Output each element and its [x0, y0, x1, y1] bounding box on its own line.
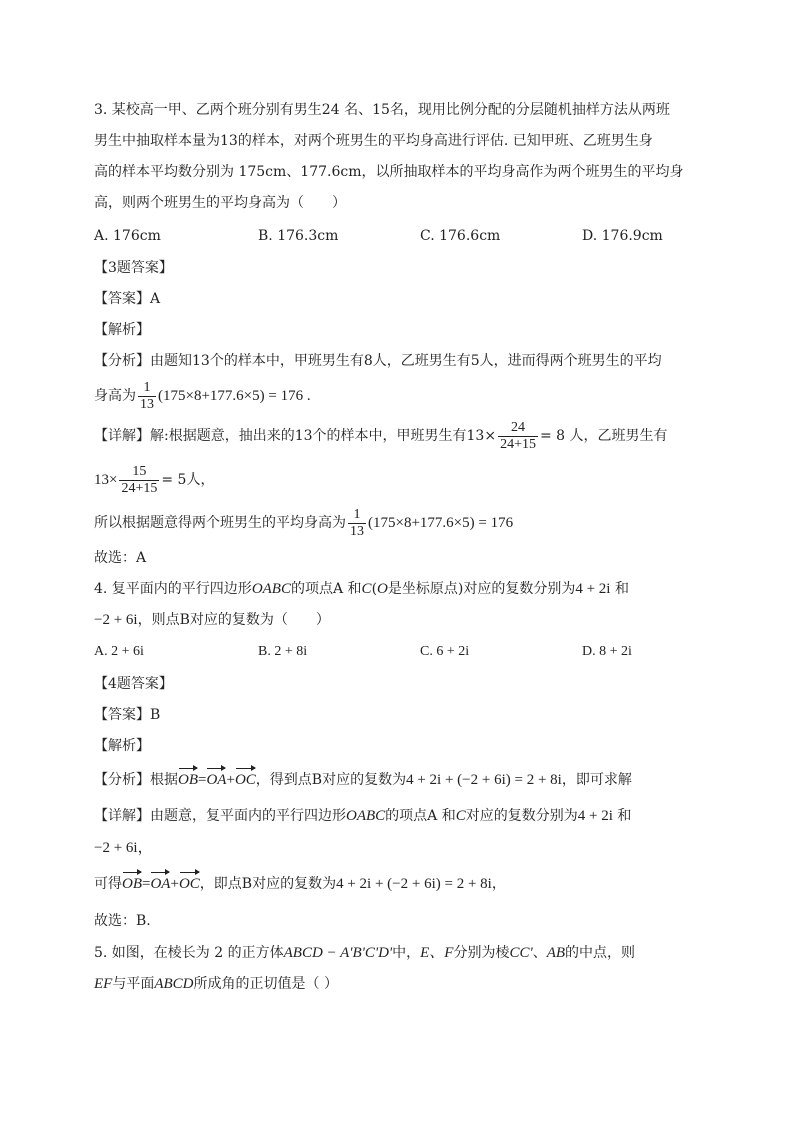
q3-stem-line-2: 男生中抽取样本量为13的样本，对两个班男生的平均身高进行评估. 已知甲班、乙班男生身: [94, 133, 653, 149]
q3-stem-line-1: 3. 某校高一甲、乙两个班分别有男生24 名、15名，现用比例分配的分层随机抽样方法从两班: [94, 102, 670, 118]
q5-stem-line-1: [94, 943, 635, 963]
q4-detail-line-2: −2 + 6i，: [94, 840, 153, 856]
q4-analysis-expression: 4 + 2i + (−2 + 6i) = 2 + 8i: [406, 772, 562, 788]
q4-option-b: B. 2 + 8i: [258, 644, 308, 659]
q3-analysis-line-2: [94, 378, 311, 414]
q4-stem-line-1: [94, 579, 629, 599]
q3-detail-line-1: [94, 418, 668, 454]
q3-detail3-text: 所以根据题意得两个班男生的平均身高为: [94, 515, 346, 531]
q4-analysis-text-a: 【分析】根据: [94, 772, 178, 788]
q4-detail-line-3: [94, 874, 506, 894]
q3-detail3-expression: (175×8+177.6×5) = 176: [368, 515, 514, 531]
q4-detail-c: C: [455, 808, 466, 824]
q3-choose: 故选：A: [94, 550, 147, 566]
vector-oc: OC: [234, 772, 256, 788]
fraction-numerator: 15: [132, 463, 147, 479]
q3-detail-text: 【详解】解:根据题意，抽出来的13个的样本中，甲班男生有13×: [94, 428, 497, 444]
q4-analysis-text-c: ，即可求解: [561, 772, 632, 788]
q4-oabc: OABC: [251, 581, 291, 597]
q3-option-a: A. 176cm: [94, 228, 161, 244]
fraction-numerator: 1: [143, 379, 151, 395]
q4-jiexi-label: 【解析】: [94, 738, 150, 754]
q3-detail-line-3: [94, 505, 513, 541]
q5-text-g: 所成角的正切值是（ ）: [193, 976, 338, 992]
q3-answer: 【答案】A: [94, 291, 161, 307]
plus-sign: +: [170, 876, 179, 892]
q3-fraction-1-13-b: [348, 507, 366, 540]
q4-o: O: [377, 581, 388, 597]
fraction-numerator: 24: [511, 419, 526, 435]
q4-option-a: A. 2 + 6i: [94, 644, 144, 659]
q4-answer-header: 【4题答案】: [94, 676, 173, 692]
q4-text-a: 4. 复平面内的平行四边形: [94, 581, 252, 597]
q3-analysis-text: 身高为: [94, 388, 136, 404]
q3-fraction-1-13: [138, 380, 156, 413]
fraction-denominator: 13: [140, 396, 154, 412]
q3-stem-line-4: 高，则两个班男生的平均身高为（ ）: [94, 195, 346, 211]
q4-detail-text-a: 【详解】由题意，复平面内的平行四边形: [94, 808, 346, 824]
q5-text-b: 中，: [392, 945, 421, 961]
vector-oa: OA: [150, 876, 171, 892]
q3-jiexi-label: 【解析】: [94, 322, 150, 338]
q4-z2: −2 + 6i: [94, 612, 138, 628]
q4-detail3-expression: 4 + 2i + (−2 + 6i) = 2 + 8i: [336, 876, 492, 892]
q3-fraction-24: [498, 420, 538, 453]
q4-analysis-text-b: ，得到点B对应的复数为: [255, 772, 407, 788]
q3-answer-header: 【3题答案】: [94, 260, 173, 276]
fraction-denominator: 24+15: [500, 436, 536, 452]
q5-cc: CC': [509, 945, 533, 961]
fraction-denominator: 13: [350, 523, 364, 539]
q5-text-f: 与平面: [112, 976, 155, 992]
q4-option-c: C. 6 + 2i: [420, 644, 470, 659]
q3-analysis-expression: (175×8+177.6×5) = 176 .: [158, 388, 311, 404]
q3-option-c: C. 176.6cm: [420, 228, 501, 244]
fraction-denominator: 24+15: [121, 480, 158, 496]
q4-detail-line-1: [94, 806, 631, 826]
q4-z1: 4 + 2i: [575, 581, 611, 597]
q4-text-d: 是坐标原点)对应的复数分别为: [387, 581, 576, 597]
vector-ob: OB: [178, 772, 198, 788]
q3-detail2-text: 13×: [94, 472, 118, 488]
q3-stem-line-3: 高的样本平均数分别为 175cm、177.6cm，以所抽取样本的平均身高作为两个班男生的平均身: [94, 164, 684, 180]
q4-analysis-line: [94, 770, 632, 790]
q3-detail-line-2: [94, 462, 214, 498]
q5-cube: ABCD − A'B'C'D': [283, 945, 393, 961]
q4-detail-z1: 4 + 2i: [577, 808, 613, 824]
q5-text-a: 5. 如图，在棱长为 2 的正方体: [94, 945, 284, 961]
q5-ab: AB: [546, 945, 566, 961]
q4-text-e: 和: [614, 581, 629, 597]
q4-detail-oabc: OABC: [346, 808, 386, 824]
q4-text-c: (: [371, 581, 378, 597]
q4-option-d: D. 8 + 2i: [582, 644, 632, 659]
q3-option-b: B. 176.3cm: [258, 228, 339, 244]
q5-text-d: 、: [532, 945, 547, 961]
q4-answer: 【答案】B: [94, 707, 161, 723]
vector-ob: OB: [122, 876, 142, 892]
plus-sign: +: [226, 772, 235, 788]
q5-text-c: 分别为棱: [453, 945, 510, 961]
q3-option-d: D. 176.9cm: [582, 228, 663, 244]
q3-detail-suffix: = 8 人，乙班男生有: [539, 428, 668, 444]
q3-detail2-suffix: = 5人，: [161, 472, 215, 488]
q4-detail3-text-a: 可得: [94, 876, 122, 892]
vector-oc: OC: [178, 876, 200, 892]
q4-text-b: 的项点A 和: [290, 581, 362, 597]
q5-ef: EF: [94, 976, 113, 992]
q4-choose: 故选：B.: [94, 913, 151, 929]
equals-sign: =: [198, 772, 207, 788]
q4-detail-text-c: 对应的复数分别为: [465, 808, 578, 824]
q4-detail-text-d: 和: [617, 808, 632, 824]
equals-sign: =: [142, 876, 151, 892]
fraction-numerator: 1: [353, 506, 361, 522]
q4-detail3-text-c: ，: [491, 876, 506, 892]
q5-stem-line-2: [94, 974, 338, 994]
q5-abcd: ABCD: [154, 976, 194, 992]
q4-detail-text-b: 的项点A 和: [385, 808, 456, 824]
q5-text-e: 的中点，则: [565, 945, 636, 961]
q4-detail3-text-b: ，即点B对应的复数为: [199, 876, 337, 892]
q5-ef-names: E、F: [420, 945, 454, 961]
q3-fraction-15: [119, 464, 159, 497]
vector-oa: OA: [206, 772, 227, 788]
q4-text-f: ，则点B对应的复数为（ ）: [137, 612, 330, 628]
q4-c: C: [361, 581, 372, 597]
q3-analysis-line-1: 【分析】由题知13个的样本中，甲班男生有8人，乙班男生有5人，进而得两个班男生的平均: [94, 353, 662, 369]
q4-stem-line-2: [94, 610, 330, 630]
